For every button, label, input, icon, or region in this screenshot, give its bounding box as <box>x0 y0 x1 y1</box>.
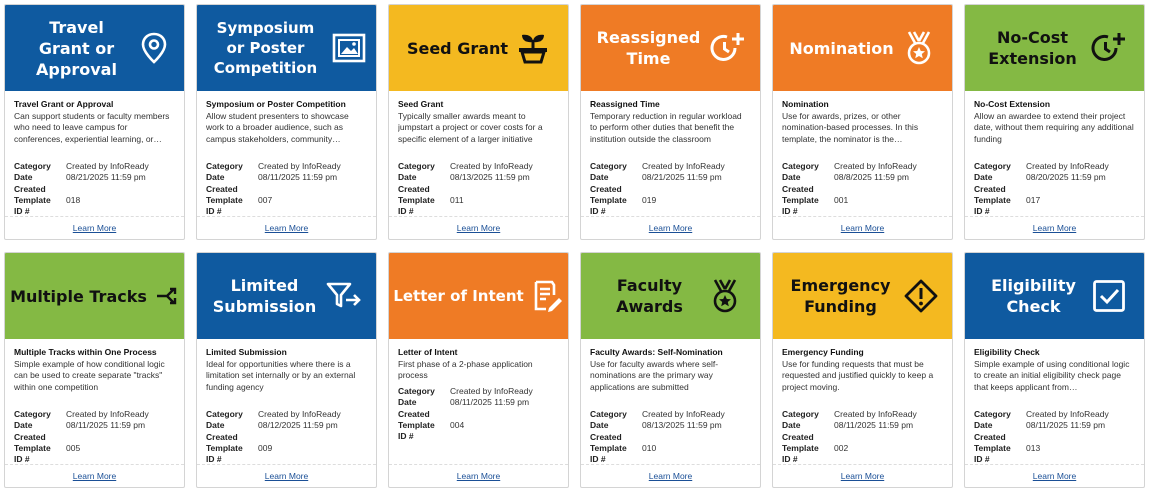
date-value: 08/21/2025 11:59 pm <box>642 172 722 183</box>
category-label: Category <box>14 409 51 420</box>
template-card[interactable] <box>580 252 761 488</box>
plant-pot-icon <box>516 31 550 65</box>
date-label: Date <box>782 420 801 431</box>
date-value: 08/20/2025 11:59 pm <box>1026 172 1106 183</box>
card-name: Travel Grant or Approval <box>14 99 114 109</box>
card-description: Temporary reduction in regular workload to perform other duties that benefit the institution outside the classroom <box>590 111 742 144</box>
template-label: Template <box>14 442 51 453</box>
template-value: 002 <box>834 442 849 453</box>
category-label: Category <box>974 409 1011 420</box>
id-label: ID # <box>782 454 798 465</box>
id-label: ID # <box>14 454 30 465</box>
date-label: Date <box>590 420 609 431</box>
learn-more-link[interactable]: Learn More <box>264 223 309 233</box>
category-value: Created by InfoReady <box>258 409 341 420</box>
map-pin-icon <box>140 31 168 65</box>
template-card[interactable] <box>4 252 185 488</box>
learn-more-link[interactable]: Learn More <box>72 223 117 233</box>
template-label: Template <box>974 194 1011 205</box>
created-label: Created <box>14 431 46 442</box>
card-banner <box>965 253 1144 339</box>
template-value: 013 <box>1026 442 1041 453</box>
card-description: Use for funding requests that must be requested and justified quickly to keep a project moving. <box>782 359 934 392</box>
date-value: 08/13/2025 11:59 pm <box>642 420 722 431</box>
category-value: Created by InfoReady <box>66 161 149 172</box>
template-value: 019 <box>642 194 657 205</box>
date-label: Date <box>590 172 609 183</box>
created-label: Created <box>782 431 814 442</box>
template-value: 005 <box>66 442 81 453</box>
category-value: Created by InfoReady <box>834 161 917 172</box>
created-label: Created <box>14 183 46 194</box>
card-banner <box>389 253 568 339</box>
card-banner <box>773 5 952 91</box>
template-card[interactable] <box>4 4 185 240</box>
template-label: Template <box>398 194 435 205</box>
category-value: Created by InfoReady <box>450 161 533 172</box>
category-label: Category <box>206 409 243 420</box>
card-description: Allow student presenters to showcase work to a broader audience, such as campus stakeholders, community… <box>206 111 349 144</box>
card-description: Simple example of using conditional logic to create an initial eligibility check page that keeps applicant from… <box>974 359 1130 392</box>
id-label: ID # <box>14 206 30 217</box>
created-label: Created <box>398 408 430 419</box>
template-value: 007 <box>258 194 273 205</box>
template-label: Template <box>782 194 819 205</box>
id-label: ID # <box>974 206 990 217</box>
learn-more-link[interactable]: Learn More <box>456 223 501 233</box>
card-name: Emergency Funding <box>782 347 864 357</box>
card-name: Eligibility Check <box>974 347 1040 357</box>
date-value: 08/21/2025 11:59 pm <box>66 172 146 183</box>
banner-title: Nomination <box>789 38 894 58</box>
id-label: ID # <box>590 454 606 465</box>
medal-icon <box>708 278 742 314</box>
banner-title: Seed Grant <box>406 38 509 58</box>
card-description: Can support students or faculty members who need to leave campus for conferences, experiential learning, or… <box>14 111 170 144</box>
created-label: Created <box>206 431 238 442</box>
date-value: 08/8/2025 11:59 pm <box>834 172 909 183</box>
card-banner <box>5 5 184 91</box>
id-label: ID # <box>398 206 414 217</box>
date-label: Date <box>398 172 417 183</box>
template-card[interactable] <box>388 4 569 240</box>
banner-title: Faculty Awards <box>616 276 683 316</box>
template-card[interactable] <box>196 252 377 488</box>
card-name: Seed Grant <box>398 99 444 109</box>
card-name: Reassigned Time <box>590 99 660 109</box>
date-value: 08/11/2025 11:59 pm <box>834 420 914 431</box>
category-label: Category <box>206 161 243 172</box>
id-label: ID # <box>590 206 606 217</box>
id-label: ID # <box>206 454 222 465</box>
banner-title: Limited Submission <box>212 276 317 316</box>
banner-title: Travel Grant or Approval <box>36 17 117 79</box>
learn-more-link[interactable]: Learn More <box>1032 223 1077 233</box>
created-label: Created <box>206 183 238 194</box>
template-label: Template <box>14 194 51 205</box>
id-label: ID # <box>398 431 414 442</box>
category-value: Created by InfoReady <box>66 409 149 420</box>
created-label: Created <box>398 183 430 194</box>
template-value: 018 <box>66 194 81 205</box>
banner-title: Reassigned Time <box>596 28 701 68</box>
category-value: Created by InfoReady <box>258 161 341 172</box>
card-banner <box>965 5 1144 91</box>
template-label: Template <box>782 442 819 453</box>
date-label: Date <box>782 172 801 183</box>
template-card[interactable] <box>772 252 953 488</box>
date-label: Date <box>14 172 33 183</box>
template-card[interactable] <box>964 252 1145 488</box>
learn-more-link[interactable]: Learn More <box>264 471 309 481</box>
category-label: Category <box>398 386 435 397</box>
card-banner <box>197 5 376 91</box>
date-label: Date <box>206 172 225 183</box>
learn-more-link[interactable]: Learn More <box>1032 471 1077 481</box>
card-name: Faculty Awards: Self-Nomination <box>590 347 723 357</box>
card-description: First phase of a 2-phase application process <box>398 359 533 381</box>
banner-title: Letter of Intent <box>393 287 524 305</box>
banner-title: Eligibility Check <box>991 276 1076 316</box>
id-label: ID # <box>206 206 222 217</box>
filter-arrow-icon <box>326 281 362 311</box>
medal-icon <box>902 30 936 66</box>
card-banner <box>773 253 952 339</box>
card-banner <box>581 5 760 91</box>
category-label: Category <box>974 161 1011 172</box>
category-label: Category <box>398 161 435 172</box>
template-label: Template <box>590 194 627 205</box>
learn-more-link[interactable]: Learn More <box>840 223 885 233</box>
clock-plus-icon <box>1091 31 1127 65</box>
category-value: Created by InfoReady <box>1026 409 1109 420</box>
id-label: ID # <box>974 454 990 465</box>
category-label: Category <box>14 161 51 172</box>
template-card[interactable] <box>964 4 1145 240</box>
template-value: 009 <box>258 442 273 453</box>
template-card[interactable] <box>580 4 761 240</box>
template-value: 004 <box>450 419 465 430</box>
category-value: Created by InfoReady <box>642 409 725 420</box>
card-description: Ideal for opportunities where there is a limitation set internally or by an external funding agency <box>206 359 356 392</box>
template-value: 001 <box>834 194 849 205</box>
category-label: Category <box>782 161 819 172</box>
date-value: 08/11/2025 11:59 pm <box>258 172 338 183</box>
category-label: Category <box>782 409 819 420</box>
card-banner <box>5 253 184 339</box>
template-label: Template <box>590 442 627 453</box>
card-name: Nomination <box>782 99 829 109</box>
template-card[interactable] <box>772 4 953 240</box>
clock-plus-icon <box>710 31 746 65</box>
created-label: Created <box>974 183 1006 194</box>
template-label: Template <box>974 442 1011 453</box>
card-banner <box>197 253 376 339</box>
date-value: 08/11/2025 11:59 pm <box>66 420 146 431</box>
shuffle-arrows-icon <box>155 284 179 308</box>
category-value: Created by InfoReady <box>450 386 533 397</box>
date-value: 08/13/2025 11:59 pm <box>450 172 530 183</box>
category-value: Created by InfoReady <box>642 161 725 172</box>
card-name: No-Cost Extension <box>974 99 1051 109</box>
card-name: Multiple Tracks within One Process <box>14 347 157 357</box>
template-label: Template <box>206 194 243 205</box>
learn-more-link[interactable]: Learn More <box>648 223 693 233</box>
id-label: ID # <box>782 206 798 217</box>
card-description: Use for faculty awards where self-nominations are the primary way applications are submitted <box>590 359 719 392</box>
card-description: Allow an awardee to extend their project date, without them requiring any additional funding <box>974 111 1134 144</box>
template-label: Template <box>398 419 435 430</box>
card-name: Symposium or Poster Competition <box>206 99 346 109</box>
date-label: Date <box>974 420 993 431</box>
banner-title: Emergency Funding <box>790 276 891 316</box>
warning-diamond-icon <box>903 278 939 314</box>
card-description: Typically smaller awards meant to jumpstart a project or cover costs for a specific element of a larger initiative <box>398 111 543 144</box>
category-label: Category <box>590 161 627 172</box>
card-name: Letter of Intent <box>398 347 458 357</box>
date-value: 08/11/2025 11:59 pm <box>1026 420 1106 431</box>
category-value: Created by InfoReady <box>834 409 917 420</box>
template-card[interactable] <box>388 252 569 488</box>
template-value: 010 <box>642 442 657 453</box>
learn-more-link[interactable]: Learn More <box>648 471 693 481</box>
card-name: Limited Submission <box>206 347 287 357</box>
date-label: Date <box>974 172 993 183</box>
category-label: Category <box>590 409 627 420</box>
date-value: 08/11/2025 11:59 pm <box>450 397 530 408</box>
created-label: Created <box>974 431 1006 442</box>
learn-more-link[interactable]: Learn More <box>72 471 117 481</box>
banner-title: No-Cost Extension <box>988 28 1077 68</box>
checkbox-icon <box>1092 279 1126 313</box>
template-card[interactable] <box>196 4 377 240</box>
card-banner <box>581 253 760 339</box>
card-banner <box>389 5 568 91</box>
template-label: Template <box>206 442 243 453</box>
card-description: Simple example of how conditional logic can be used to create separate "tracks" within one competition <box>14 359 165 392</box>
category-value: Created by InfoReady <box>1026 161 1109 172</box>
card-description: Use for awards, prizes, or other nomination-based processes. In this template, the nominator is the… <box>782 111 919 144</box>
created-label: Created <box>590 431 622 442</box>
document-pen-icon <box>532 279 564 313</box>
date-value: 08/12/2025 11:59 pm <box>258 420 338 431</box>
banner-title: Multiple Tracks <box>10 286 147 306</box>
template-value: 011 <box>450 194 464 205</box>
picture-icon <box>332 33 366 63</box>
date-label: Date <box>14 420 33 431</box>
template-value: 017 <box>1026 194 1041 205</box>
created-label: Created <box>590 183 622 194</box>
learn-more-link[interactable]: Learn More <box>840 471 885 481</box>
date-label: Date <box>206 420 225 431</box>
date-label: Date <box>398 397 417 408</box>
learn-more-link[interactable]: Learn More <box>456 471 501 481</box>
banner-title: Symposium or Poster Competition <box>213 19 318 77</box>
created-label: Created <box>782 183 814 194</box>
